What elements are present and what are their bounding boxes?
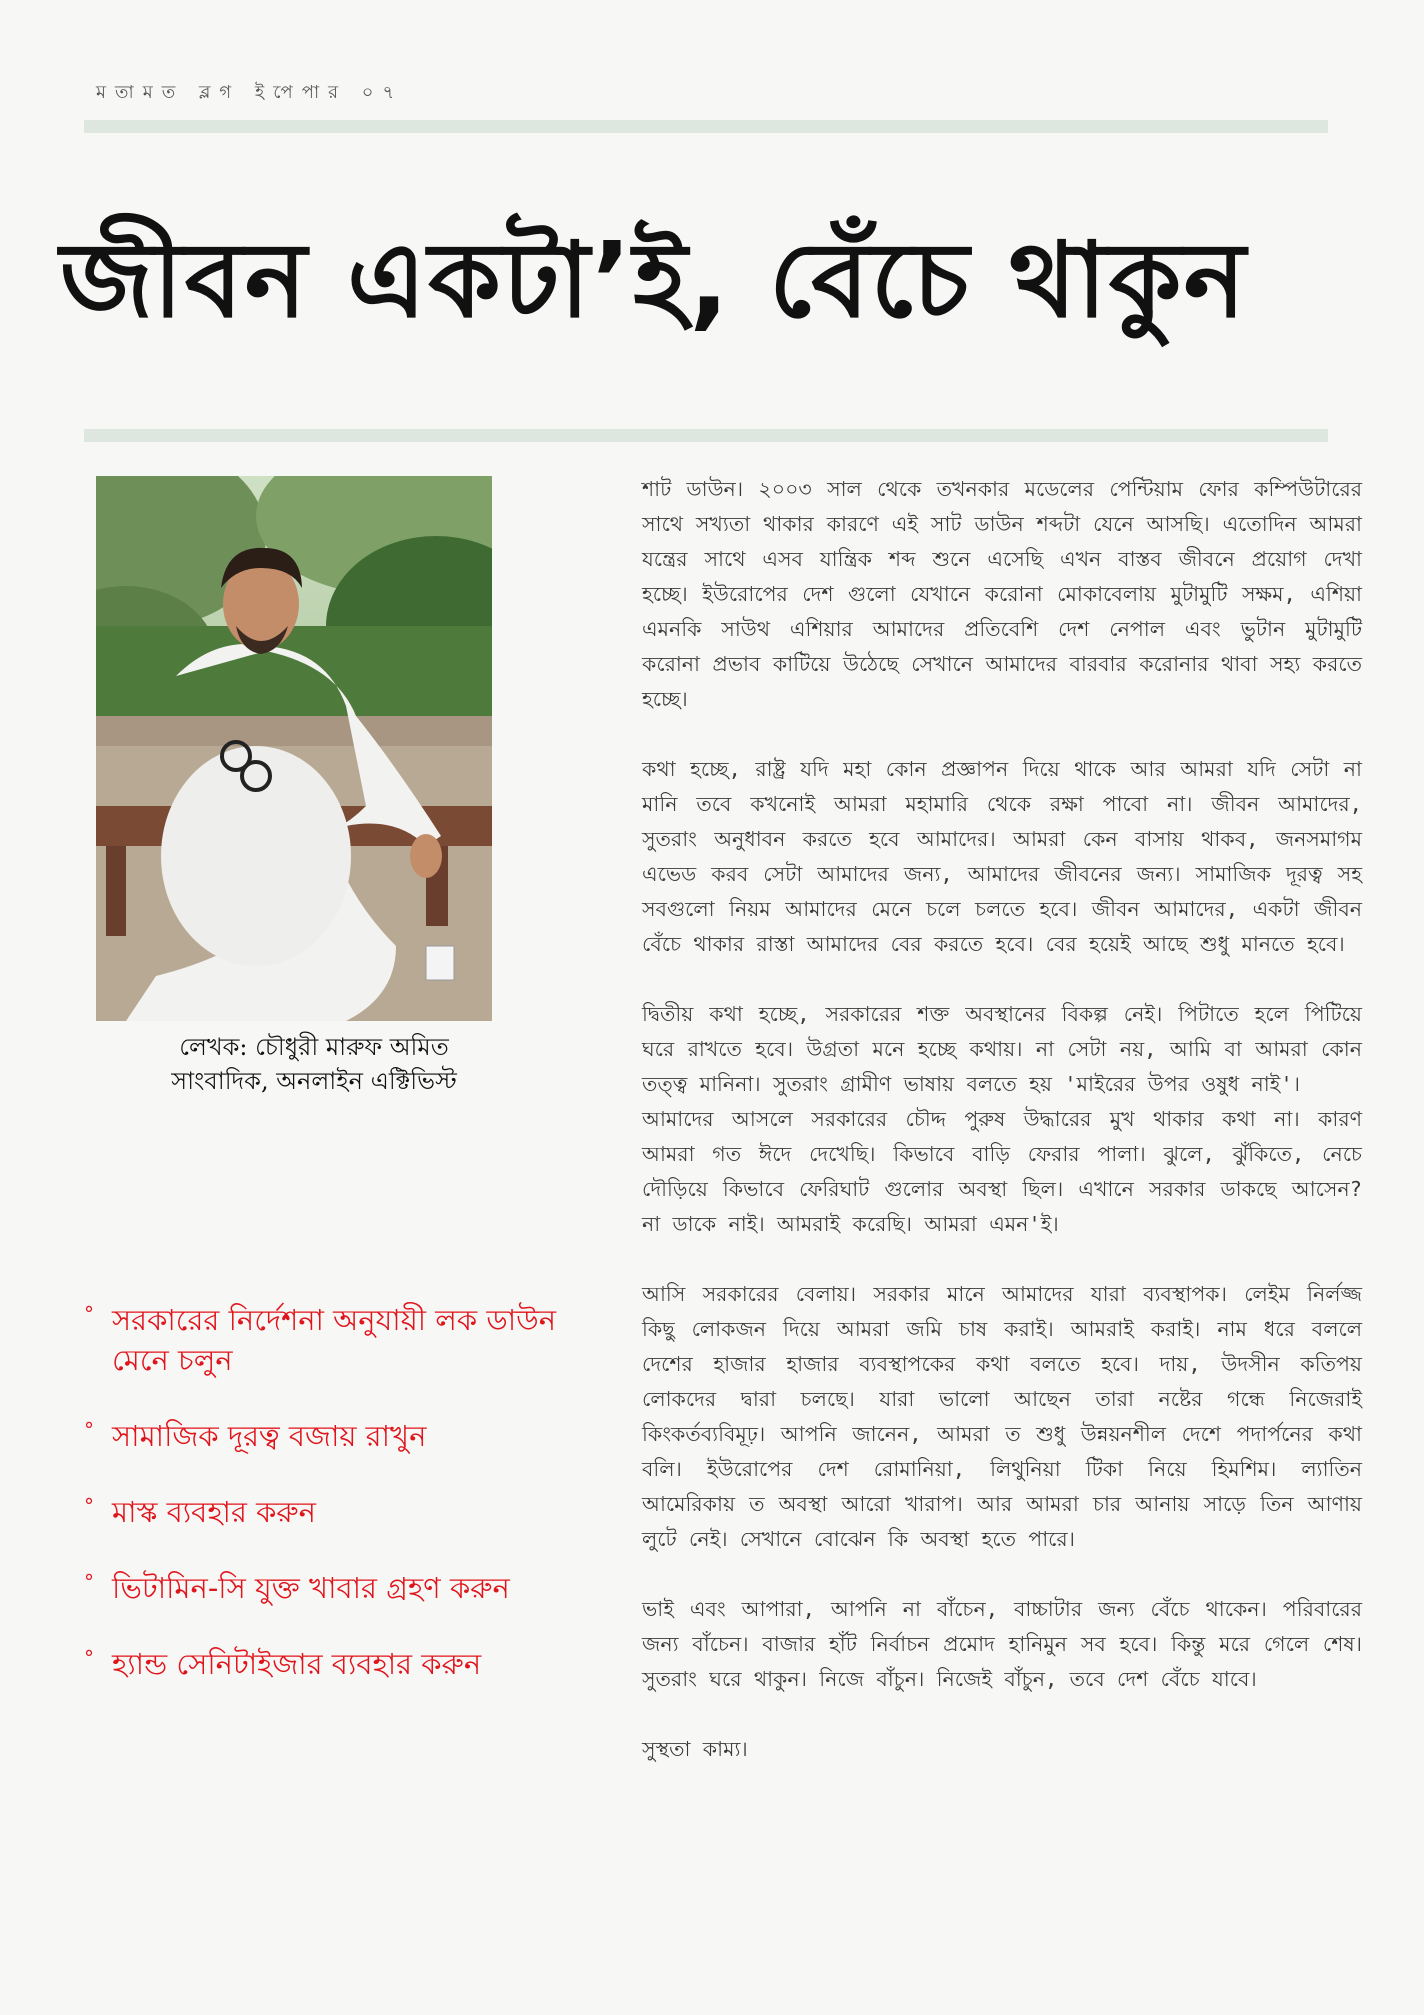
header-meta: মতামত ব্লগ ইপেপার ০৭ <box>96 82 404 103</box>
article-paragraph: দ্বিতীয় কথা হচ্ছে, সরকারের শক্ত অবস্থানের বিকল্প নেই। পিটাতে হলে পিটিয়ে ঘরে রাখতে হবে। উগ্রতা মনে হচ্ছে কথায়। না সেটা নয়, আমি বা আমরা কোন তত্ত্ব মানিনা। সুতরাং গ্রামীণ ভাষায় বলতে হয় 'মাইরের উপর ওষুধ নাই'। <box>642 1002 1362 1096</box>
article-paragraph: ভাই এবং আপারা, আপনি না বাঁচেন, বাচ্চাটার জন্য বেঁচে থাকেন। পরিবারের জন্য বাঁচেন। বাজার হাঁট নির্বাচন প্রমোদ হানিমুন সব হবে। কিন্তু মরে গেলে শেষ। সুতরাং ঘরে থাকুন। নিজে বাঁচুন। নিজেই বাঁচুন, তবে দেশ বেঁচে যাবে। <box>642 1597 1362 1691</box>
article-closing: সুস্থতা কাম্য। <box>642 1737 748 1761</box>
tip-item <box>84 1568 584 1608</box>
author-photo-illustration <box>96 476 492 1021</box>
tip-text: সরকারের নির্দেশনা অনুযায়ী লক ডাউন মেনে চলুন <box>112 1303 557 1377</box>
author-caption <box>96 1030 492 1098</box>
page-title: জীবন একটা’ই, বেঁচে থাকুন <box>60 219 1248 341</box>
article-paragraph: আমাদের আসলে সরকারের চৌদ্দ পুরুষ উদ্ধারের মুখ থাকার কথা না। কারণ আমরা গত ঈদে দেখেছি। কিভাবে বাড়ি ফেরার পালা। ঝুলে, ঝুঁকিতে, নেচে দৌড়িয়ে কিভাবে ফেরিঘাট গুলোর অবস্থা ছিল। এখানে সরকার ডাকছে আসেন? না ডাকে নাই। আমরাই করেছি। আমরা এমন'ই। <box>642 1107 1362 1236</box>
bottom-rule <box>84 429 1328 442</box>
tip-text: সামাজিক দূরত্ব বজায় রাখুন <box>112 1419 427 1453</box>
bullet-icon: ° <box>84 1302 94 1326</box>
bullet-icon: ° <box>84 1646 94 1670</box>
tip-text: মাস্ক ব্যবহার করুন <box>112 1495 316 1529</box>
author-photo <box>96 476 492 1021</box>
tip-item <box>84 1300 584 1380</box>
article-paragraph: শাট ডাউন। ২০০৩ সাল থেকে তখনকার মডেলের পেন্টিয়াম ফোর কম্পিউটারের সাথে সখ্যতা থাকার কারণে এই সাট ডাউন শব্দটা যেনে আসছি। এতোদিন আমরা যন্ত্রের সাথে এসব যান্ত্রিক শব্দ শুনে এসেছি এখন বাস্তব জীবনে প্রয়োগ দেখা হচ্ছে। ইউরোপের দেশ গুলো যেখানে করোনা মোকাবেলায় মুটামুটি সক্ষম, এশিয়া এমনকি সাউথ এশিয়ার আমাদের প্রতিবেশি দেশ নেপাল এবং ভুটান মুটামুটি করোনা প্রভাব কাটিয়ে উঠেছে সেখানে আমাদের বারবার করোনার থাবা সহ্য করতে হচ্ছে। <box>642 477 1362 711</box>
author-name: লেখক: চৌধুরী মারুফ অমিত <box>179 1033 449 1061</box>
tip-text: হ্যান্ড সেনিটাইজার ব্যবহার করুন <box>112 1647 482 1681</box>
tip-text: ভিটামিন-সি যুক্ত খাবার গ্রহণ করুন <box>112 1571 510 1605</box>
bullet-icon: ° <box>84 1418 94 1442</box>
bullet-icon: ° <box>84 1570 94 1594</box>
article-paragraph: আসি সরকারের বেলায়। সরকার মানে আমাদের যারা ব্যবস্থাপক। লেইম নির্লজ্জ কিছু লোকজন দিয়ে আমরা জমি চাষ করাই। আমরাই করাই। নাম ধরে বললে দেশের হাজার হাজার ব্যবস্থাপকের কথা বলতে হবে। দায়, উদসীন কতিপয় লোকদের দ্বারা চলছে। যারা ভালো আছেন তারা নষ্টের গন্ধে নিজেরাই কিংকর্তব্যবিমূঢ়। আপনি জানেন, আমরা ত শুধু উন্নয়নশীল দেশে পদার্পনের কথা বলি। ইউরোপের দেশ রোমানিয়া, লিথুনিয়া টিকা নিয়ে হিমশিম। ল্যাতিন আমেরিকায় ত অবস্থা আরো খারাপ। আর আমরা চার আনায় সাড়ে তিন আণায় লুটে নেই। সেখানে বোঝেন কি অবস্থা হতে পারে। <box>642 1282 1362 1551</box>
top-rule <box>84 120 1328 133</box>
tip-item <box>84 1644 584 1684</box>
tip-item <box>84 1492 584 1532</box>
article-body <box>642 472 1362 1802</box>
tips-list <box>84 1300 584 1720</box>
tip-item <box>84 1416 584 1456</box>
bullet-icon: ° <box>84 1494 94 1518</box>
article-paragraph: কথা হচ্ছে, রাষ্ট্র যদি মহা কোন প্রজ্ঞাপন দিয়ে থাকে আর আমরা যদি সেটা না মানি তবে কখনোই আমরা মহামারি থেকে রক্ষা পাবো না। জীবন আমাদের, সুতরাং অনুধাবন করতে হবে আমাদের। আমরা কেন বাসায় থাকব, জনসমাগম এভেড করব সেটা আমাদের জন্য, আমাদের জীবনের জন্য। সামাজিক দূরত্ব সহ সবগুলো নিয়ম আমাদের মেনে চলে চলতে হবে। জীবন আমাদের, একটা জীবন বেঁচে থাকার রাস্তা আমাদের বের করতে হবে। বের হয়েই আছে শুধু মানতে হবে। <box>642 757 1362 956</box>
author-role: সাংবাদিক, অনলাইন এক্টিভিস্ট <box>171 1067 457 1095</box>
